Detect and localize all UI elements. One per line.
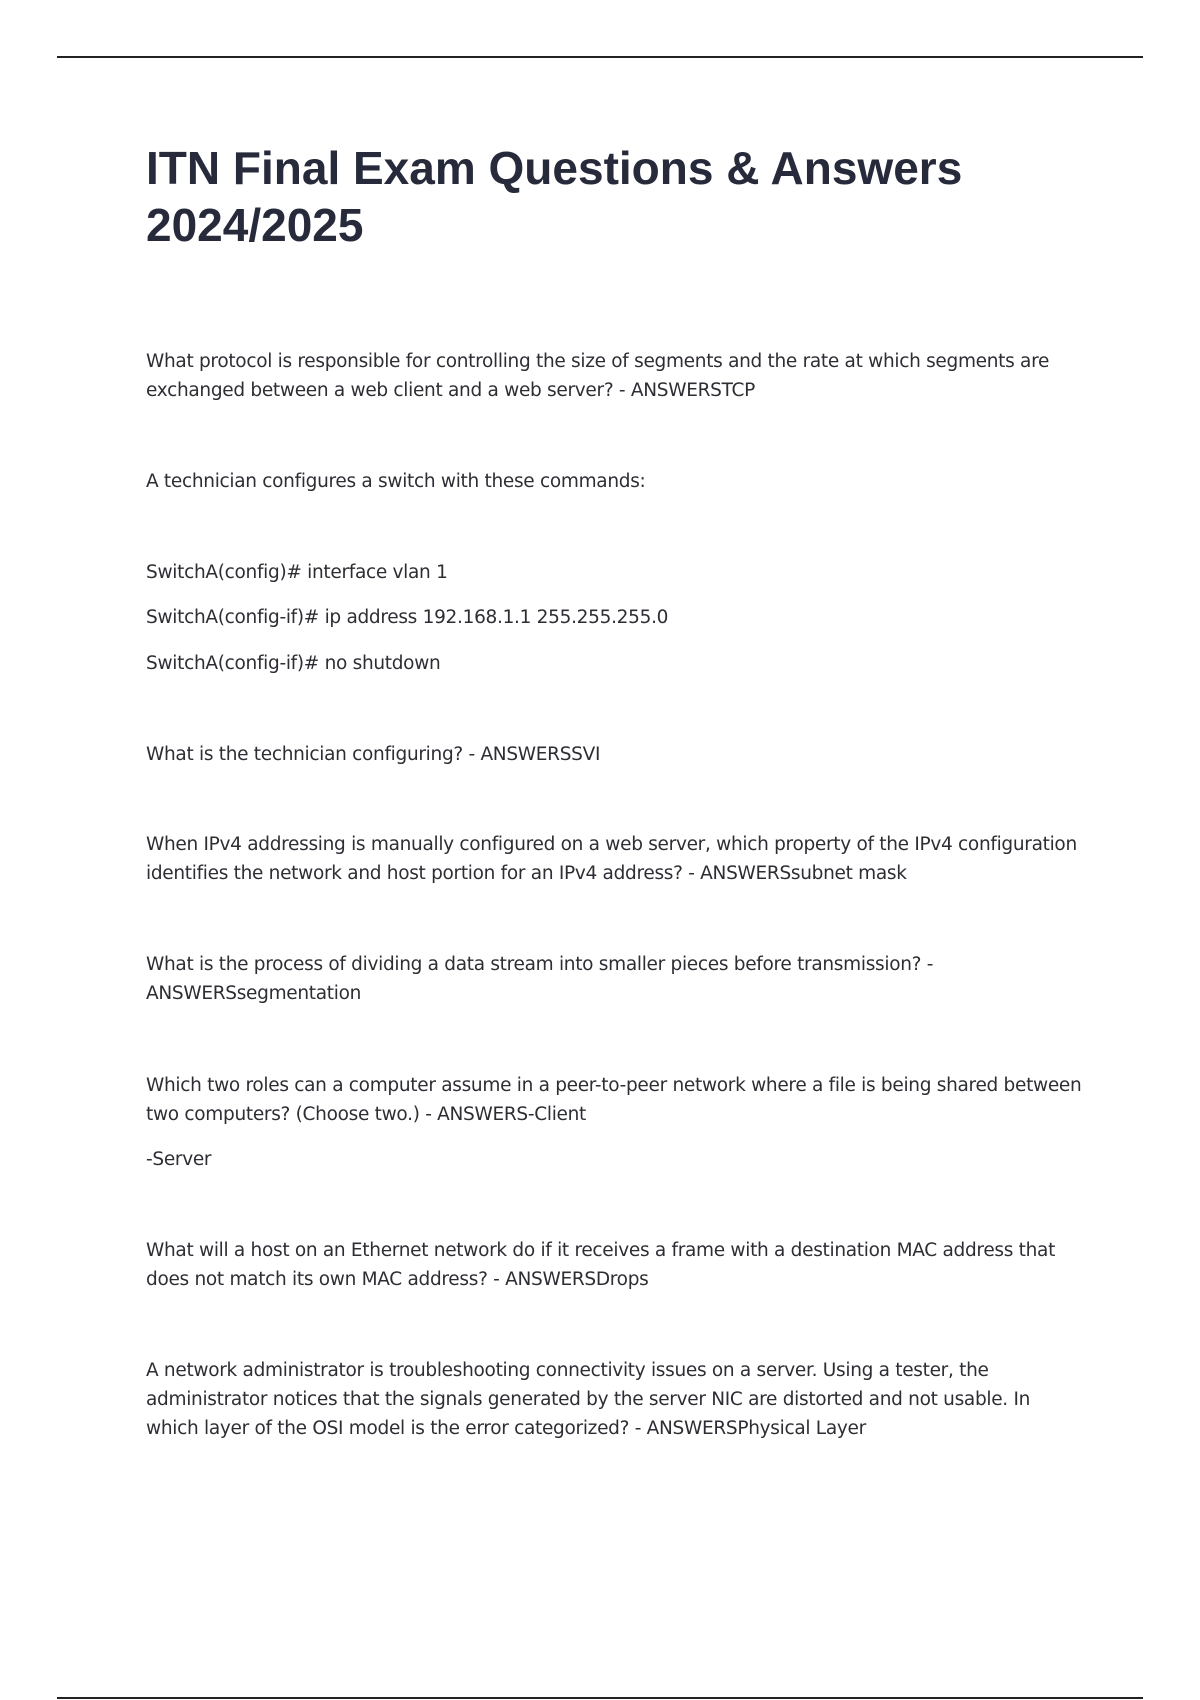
top-divider [57, 56, 1143, 58]
document-title: ITN Final Exam Questions & Answers 2024/2025 [146, 142, 963, 251]
answer-server: -Server [146, 1149, 212, 1170]
bottom-divider [57, 1697, 1143, 1699]
question-svi: What is the technician configuring? - ANSWERSSVI [146, 744, 601, 765]
question-osi-layer: A network administrator is troubleshooting connectivity issues on a server. Using a tester, the administrator notices that the signals generated by the server NIC are distorted and not usable. In which layer of the OSI model is the error categorized? - ANSWERSPhysical Layer [146, 1360, 1031, 1439]
question-tcp: What protocol is responsible for controlling the size of segments and the rate at which segments are exchanged between a web client and a web server? - ANSWERSTCP [146, 351, 1050, 401]
command-line-1: SwitchA(config)# interface vlan 1 [146, 562, 448, 583]
command-line-2: SwitchA(config-if)# ip address 192.168.1.1 255.255.255.0 [146, 607, 669, 628]
question-switch-intro: A technician configures a switch with these commands: [146, 471, 646, 492]
question-peer-roles: Which two roles can a computer assume in a peer-to-peer network where a file is being shared between two computers? (Choose two.) - ANSWERS-Client [146, 1075, 1082, 1125]
command-line-3: SwitchA(config-if)# no shutdown [146, 653, 441, 674]
question-segmentation: What is the process of dividing a data stream into smaller pieces before transmission? - ANSWERSsegmentation [146, 954, 934, 1004]
question-mac-drop: What will a host on an Ethernet network do if it receives a frame with a destination MAC address that does not match its own MAC address? - ANSWERSDrops [146, 1240, 1056, 1290]
question-subnet-mask: When IPv4 addressing is manually configured on a web server, which property of the IPv4 configuration identifies the network and host portion for an IPv4 address? - ANSWERSsubnet mask [146, 834, 1077, 884]
